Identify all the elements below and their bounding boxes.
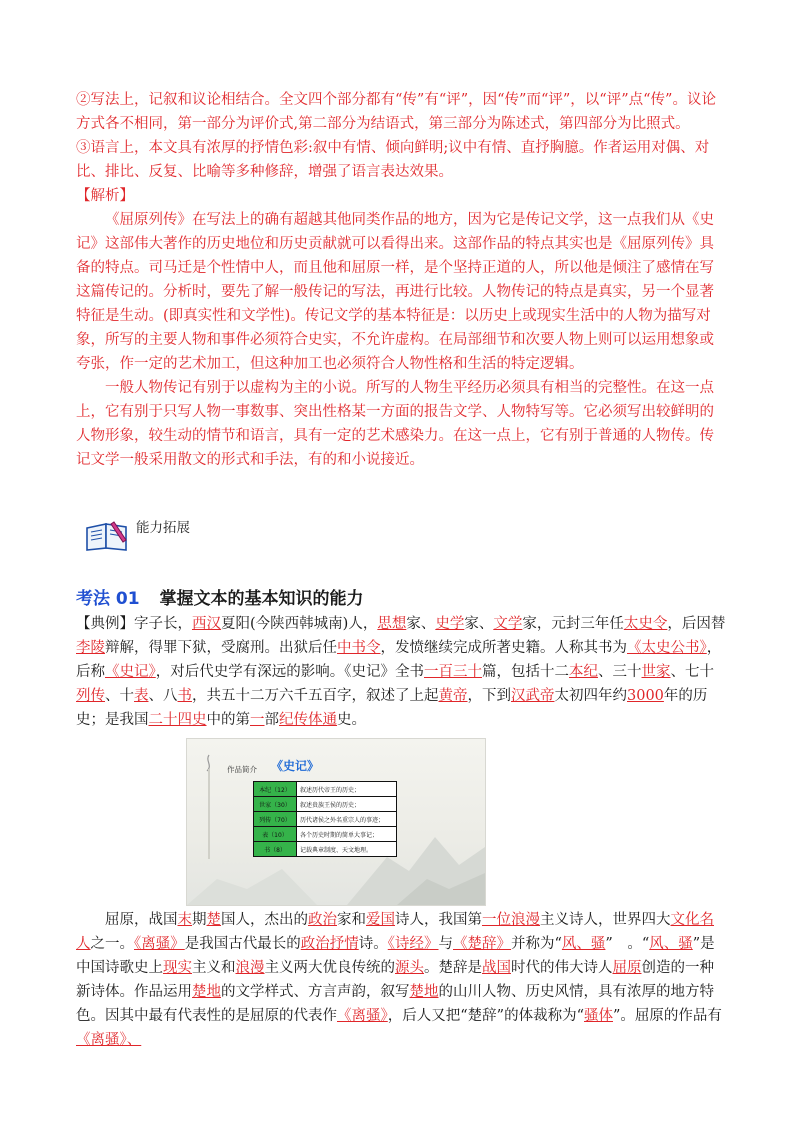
analysis-paragraph-1: 《屈原列传》在写法上的确有超越其他同类作品的地方，因为它是传记文学，这一点我们从《史记》这部伟大著作的历史地位和历史贡献就可以看得出来。这部作品的特点其实也是《屈原列传》具备的特点。司马迁是个性情中人，而且他和屈原一样，是个坚持正道的人，所以他是倾注了感情在写这篇传记的。分析时，要先了解一般传记的写法，再进行比较。人物传记的特点是真实，另一个显著特征是生动。(即真实性和文学性)。传记文学的基本特征是：以历史上或现实生活中的人物为描写对象，所写的主要人物和事件必须符合史实，不允许虚构。在局部细节和次要人物上则可以运用想象或夸张，作一定的艺术加工，但这种加工也必须符合人物性格和生活的特定逻辑。 xyxy=(76,212,714,372)
cloze-answer: 黄帝 xyxy=(438,688,468,704)
book-pen-icon xyxy=(84,518,130,552)
cloze-answer: 骚体 xyxy=(584,1008,613,1024)
cloze-answer: 楚 xyxy=(206,912,221,928)
cloze-answer: 爱国 xyxy=(366,912,395,928)
figure-header: 作品简介 xyxy=(227,765,257,774)
cloze-answer: 一 xyxy=(250,712,265,728)
cloze-answer: 书 xyxy=(177,688,192,704)
cloze-answer: 《诗经》 xyxy=(387,936,439,952)
example-paragraph: 【典例】字子长，西汉夏阳(今陕西韩城南)人，思想家、史学家、文学家，元封三年任太史令，后因替李陵辩解，得罪下狱，受腐刑。出狱后任中书令，发愤继续完成所著史籍。人称其书为《太史公书》，后称《史记》，对后代史学有深远的影响。《史记》全书一百三十篇，包括十二本纪、三十世家、七十列传、十表、八书，共五十二万六千五百字，叙述了上起黄帝，下到汉武帝太初四年约3000年的历史；是我国二十四史中的第一部纪传体通史。 xyxy=(76,616,726,728)
cloze-answer: 现实 xyxy=(163,960,192,976)
cloze-answer: 纪传体 xyxy=(279,712,323,728)
cloze-answer: 战国 xyxy=(482,960,511,976)
cloze-answer: 《离骚》、 xyxy=(76,1032,142,1048)
shiji-intro-figure xyxy=(186,738,486,906)
cloze-answer: 表 xyxy=(134,688,149,704)
figure-title: 《史记》 xyxy=(271,759,320,773)
cloze-answer: 思想 xyxy=(377,616,407,632)
analysis-block xyxy=(76,88,728,472)
cloze-answer: 《离骚》 xyxy=(134,936,185,952)
cloze-answer: 本纪 xyxy=(569,664,598,680)
cloze-answer: 一位 xyxy=(482,912,511,928)
cloze-answer: 楚地 xyxy=(192,984,221,1000)
cloze-answer: 风、骚 xyxy=(561,936,606,952)
cloze-answer: 3000 xyxy=(627,688,664,704)
cloze-answer: 楚地 xyxy=(409,984,439,1000)
cloze-answer: 浪漫 xyxy=(235,960,265,976)
analysis-item-3: ③语言上，本文具有浓厚的抒情色彩:叙中有情、倾向鲜明;议中有情、直抒胸臆。作者运用对偶、对比、排比、反复、比喻等多种修辞，增强了语言表达效果。 xyxy=(76,140,710,180)
cloze-answer: 屈原 xyxy=(612,960,642,976)
cloze-answer: 浪漫 xyxy=(511,912,540,928)
cloze-answer: 二十四史 xyxy=(148,712,207,728)
cloze-answer: 《离骚》 xyxy=(337,1008,388,1024)
ability-extension xyxy=(84,512,224,556)
section-heading xyxy=(76,584,364,609)
cloze-answer: 中书令 xyxy=(337,640,381,656)
cloze-answer: 末 xyxy=(177,912,192,928)
cloze-answer: 列传 xyxy=(76,688,105,704)
quyuan-paragraph: 屈原，战国末期楚国人，杰出的政治家和爱国诗人，我国第一位浪漫主义诗人，世界四大文化名人之一。《离骚》是我国古代最长的政治抒情诗。《诗经》与《楚辞》并称为“风、骚” 。“风、骚”是中国诗歌史上现实主义和浪漫主义两大优良传统的源头。楚辞是战国时代的伟大诗人屈原创造的一种新诗体。作品运用楚地的文学样式、方言声韵，叙写楚地的山川人物、历史风情，具有浓厚的地方特色。因其中最有代表性的是屈原的代表作《离骚》，后人又把“楚辞”的体裁称为“骚体”。屈原的作品有《离骚》、 xyxy=(76,912,722,1048)
table-row: 表（10） 各个历史时期的简单大事记； xyxy=(254,827,397,842)
cloze-answer: 《史记》 xyxy=(105,664,156,680)
section-title: 掌握文本的基本知识的能力 xyxy=(159,589,364,609)
cloze-answer: 太史令 xyxy=(623,616,668,632)
cloze-answer: 一百三十 xyxy=(424,664,482,680)
cloze-answer: 西汉 xyxy=(192,616,221,632)
ability-label: 能力拓展 xyxy=(136,520,190,536)
cloze-answer: 通 xyxy=(322,712,337,728)
cloze-answer: 文化名人 xyxy=(76,912,714,952)
cloze-answer: 史学 xyxy=(435,616,465,632)
cloze-answer: 《楚辞》 xyxy=(453,936,511,952)
cloze-answer: 世家 xyxy=(641,664,671,680)
analysis-item-2: ②写法上，记叙和议论相结合。全文四个部分都有“传”有“评”，因“传”而“评”，以“评”点“传”。议论方式各不相同，第一部分为评价式,第二部分为结语式，第三部分为陈述式，第四部分为比照式。 xyxy=(76,92,716,132)
shiji-structure-table xyxy=(253,781,397,857)
jiexi-label: 【解析】 xyxy=(76,188,134,204)
cloze-answer: 源头 xyxy=(395,960,424,976)
cloze-answer: 风、骚 xyxy=(649,936,693,952)
table-row: 书（8） 记载典章制度、天文地理。 xyxy=(254,842,397,857)
cloze-answer: 李陵 xyxy=(76,640,105,656)
cloze-answer: 政治 xyxy=(308,912,337,928)
table-row: 世家（30） 叙述贵族王侯的历史； xyxy=(254,797,397,812)
analysis-paragraph-2: 一般人物传记有别于以虚构为主的小说。所写的人物生平经历必须具有相当的完整性。在这一点上，它有别于只写人物一事数事、突出性格某一方面的报告文学、人物特写等。它必须写出较鲜明的人物形象，较生动的情节和语言，具有一定的艺术感染力。在这一点上，它有别于普通的人物传。传记文学一般采用散文的形式和手法，有的和小说接近。 xyxy=(76,380,714,468)
cloze-answer: 政治抒情 xyxy=(300,936,359,952)
table-row: 本纪（12） 叙述历代帝王的历史； xyxy=(254,782,397,797)
section-number: 考法 01 xyxy=(76,589,140,609)
table-row: 列传（70） 历代诸侯之外名重宗人的事迹； xyxy=(254,812,397,827)
cloze-answer: 文学 xyxy=(493,616,523,632)
cloze-answer: 《太史公书》 xyxy=(627,640,707,656)
cloze-answer: 汉武帝 xyxy=(511,688,555,704)
